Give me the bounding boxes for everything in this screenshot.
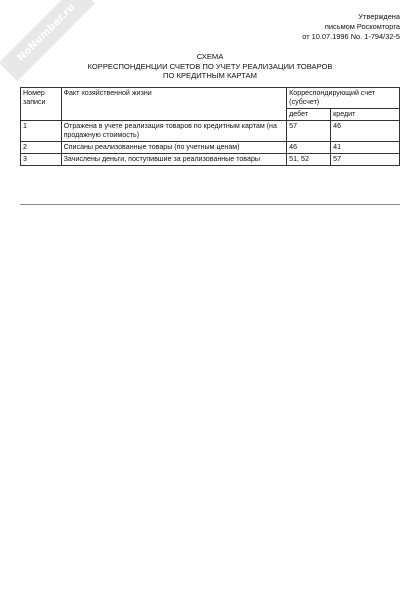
approval-block — [302, 12, 400, 42]
approval-line-1: Утверждена — [358, 12, 400, 21]
cell-credit: 57 — [331, 154, 400, 166]
header-debet: дебет — [287, 109, 331, 121]
header-fact: Факт хозяйственной жизни — [61, 88, 287, 121]
correspondence-table — [20, 87, 400, 166]
table-row — [21, 142, 400, 154]
cell-record-number: 3 — [21, 154, 62, 166]
title-line-2: КОРРЕСПОНДЕНЦИИ СЧЕТОВ ПО УЧЕТУ РЕАЛИЗАЦИИ ТОВАРОВ — [87, 61, 333, 71]
cell-record-number: 1 — [21, 121, 62, 142]
cell-record-number: 2 — [21, 142, 62, 154]
cell-debet: 46 — [287, 142, 331, 154]
header-record-number: Номер записи — [21, 88, 62, 121]
table-header-row — [21, 88, 400, 109]
document-title — [20, 52, 400, 81]
approval-line-2: письмом Роскомторга — [324, 22, 400, 31]
cell-fact: Отражена в учете реализация товаров по кредитным картам (на продажную стоимость) — [61, 121, 287, 142]
cell-debet: 51, 52 — [287, 154, 331, 166]
cell-debet: 57 — [287, 121, 331, 142]
end-divider — [20, 204, 400, 205]
title-line-1: СХЕМА — [196, 52, 224, 61]
cell-fact: Зачислены деньги, поступившие за реализованные товары — [61, 154, 287, 166]
cell-credit: 46 — [331, 121, 400, 142]
table-row — [21, 121, 400, 142]
cell-credit: 41 — [331, 142, 400, 154]
cell-fact: Списаны реализованные товары (по учетным ценам) — [61, 142, 287, 154]
approval-line-3: от 10.07.1996 No. 1-794/32-5 — [302, 32, 400, 41]
watermark-logo: NoNumber.ru — [0, 0, 95, 81]
table-row — [21, 154, 400, 166]
title-line-3: ПО КРЕДИТНЫМ КАРТАМ — [163, 71, 257, 80]
header-account: Корреспондирующий счет (субсчет) — [287, 88, 400, 109]
header-credit: кредит — [331, 109, 400, 121]
